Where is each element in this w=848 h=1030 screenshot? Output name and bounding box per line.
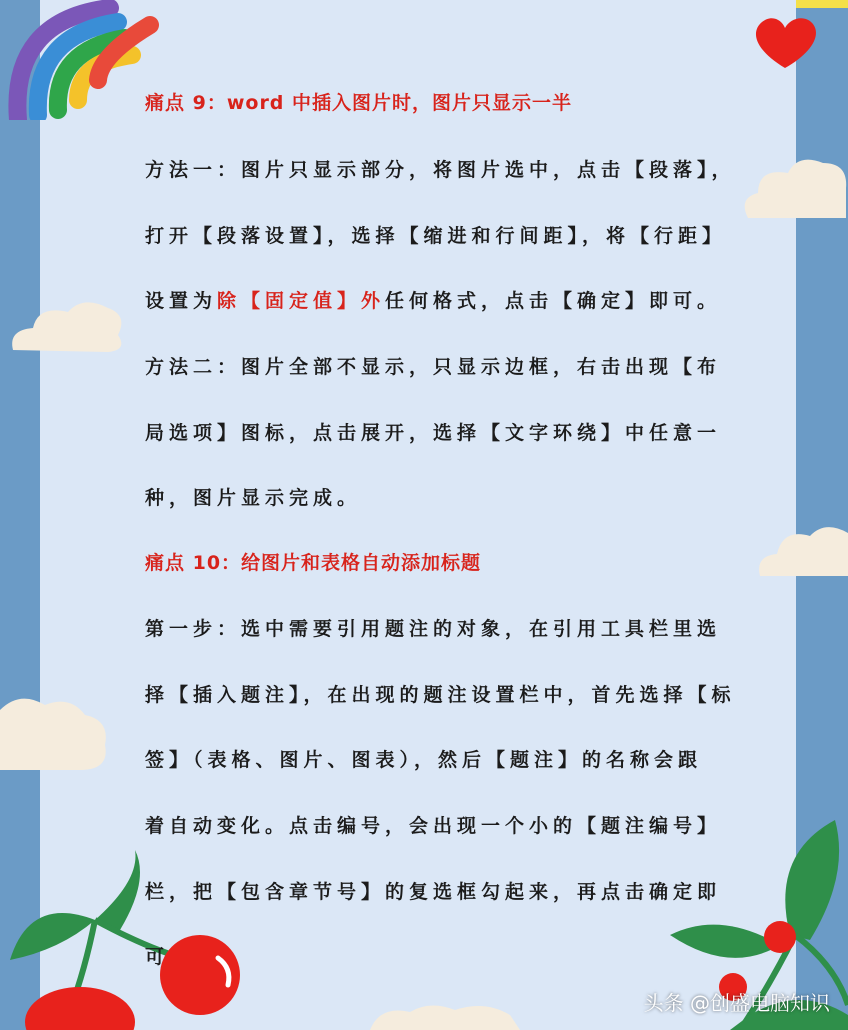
paragraph-line: 签】（表格、图片、图表），然后【题注】的名称会跟 [145,749,703,771]
paragraph-line: 栏，把【包含章节号】的复选框勾起来，再点击确定即 [145,881,722,903]
highlight-text: 除【固定值】外 [217,290,386,312]
paragraph-line: 局选项】图标，点击展开，选择【文字环绕】中任意一 [145,422,722,444]
heading-pain-point-9: 痛点 9：word 中插入图片时，图片只显示一半 [145,92,573,114]
paragraph-line: 种，图片显示完成。 [145,487,362,509]
paragraph-line: 方法一：图片只显示部分，将图片选中，点击【段落】， [145,159,736,181]
heart-icon [750,12,820,72]
paragraph-line: 着自动变化。点击编号，会出现一个小的【题注编号】 [145,815,722,837]
paragraph-line [145,286,721,313]
paragraph-line: 择【插入题注】，在出现的题注设置栏中，首先选择【标 [145,684,736,706]
cloud-icon [738,148,848,228]
text-span: 任何格式，点击【确定】即可。 [385,290,722,312]
paragraph-line: 打开【段落设置】，选择【缩进和行间距】，将【行距】 [145,225,727,247]
paragraph-line: 方法二：图片全部不显示，只显示边框，右击出现【布 [145,356,722,378]
watermark: 头条 @创盛电脑知识 [643,991,830,1015]
cloud-icon [370,1000,520,1030]
cloud-icon [755,518,848,583]
sun-edge-icon [796,0,848,10]
cloud-icon [0,690,110,775]
heading-pain-point-10: 痛点 10：给图片和表格自动添加标题 [145,552,482,574]
paragraph-line: 可 [145,946,170,968]
cherry-icon [0,840,260,1030]
text-span: 设置为 [145,290,218,312]
cloud-icon [8,290,128,360]
paragraph-line: 第一步：选中需要引用题注的对象，在引用工具栏里选 [145,618,722,640]
